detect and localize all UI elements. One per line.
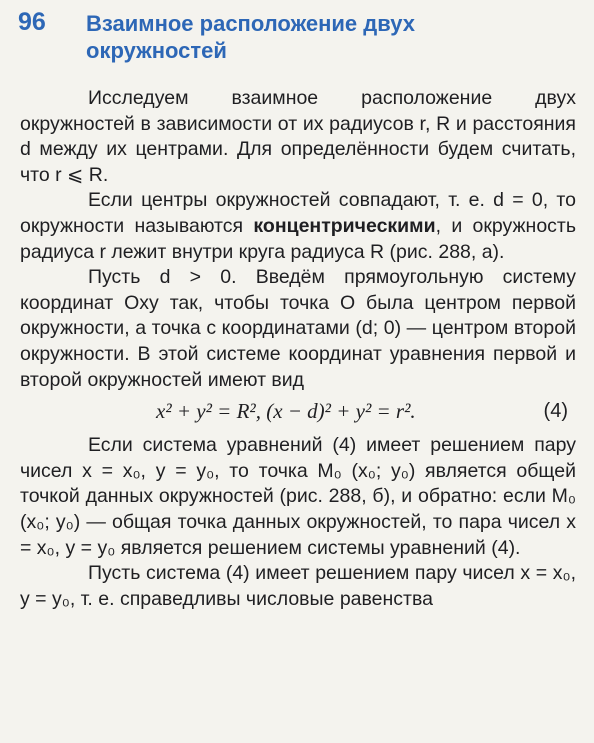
paragraph-concentric [20, 188, 576, 265]
paragraph-common-point: Если система уравнений (4) имеет решением пару чисел x = x₀, y = y₀, то точка M₀ (x₀; y₀) является общей точкой данных окружностей (рис. 288, б), и обратно: если M₀ (x₀; y₀) — общая точка данных окружностей, то пара чисел x = x₀, y = y₀ является решением системы уравнений (4). [20, 434, 576, 559]
formula-number: (4) [543, 400, 568, 423]
paragraph-concentric-after: , и окружность радиуса r лежит внутри круга радиуса R (рис. 288, а). [20, 214, 576, 263]
section-title: Взаимное расположение двух окружностей [86, 11, 415, 63]
formula-system [20, 395, 576, 428]
paragraph-coordinates: Пусть d > 0. Введём прямоугольную систему координат Oxy так, чтобы точка O была центром первой окружности, а точка с координатами (d; 0) — центром второй окружности. В этой системе координат уравнения первой и второй окружностей имеют вид [20, 266, 576, 391]
section-body [20, 86, 576, 612]
term-concentric: концентрическими [253, 214, 436, 237]
formula-equations: x² + y² = R², (x − d)² + y² = r². [156, 399, 416, 424]
section-number: 96 [18, 8, 46, 36]
paragraph-concentric-before: Если центры окружностей совпадают, т. е. d = 0, то окружности называются [20, 189, 576, 237]
paragraph-intro: Исследуем взаимное расположение двух окружностей в зависимости от их радиусов r, R и расстояния d между их центрами. Для определённости будем считать, что r ⩽ R. [20, 87, 576, 186]
paragraph-solution: Пусть система (4) имеет решением пару чисел x = x₀, y = y₀, т. е. справедливы числовые равенства [20, 562, 576, 610]
